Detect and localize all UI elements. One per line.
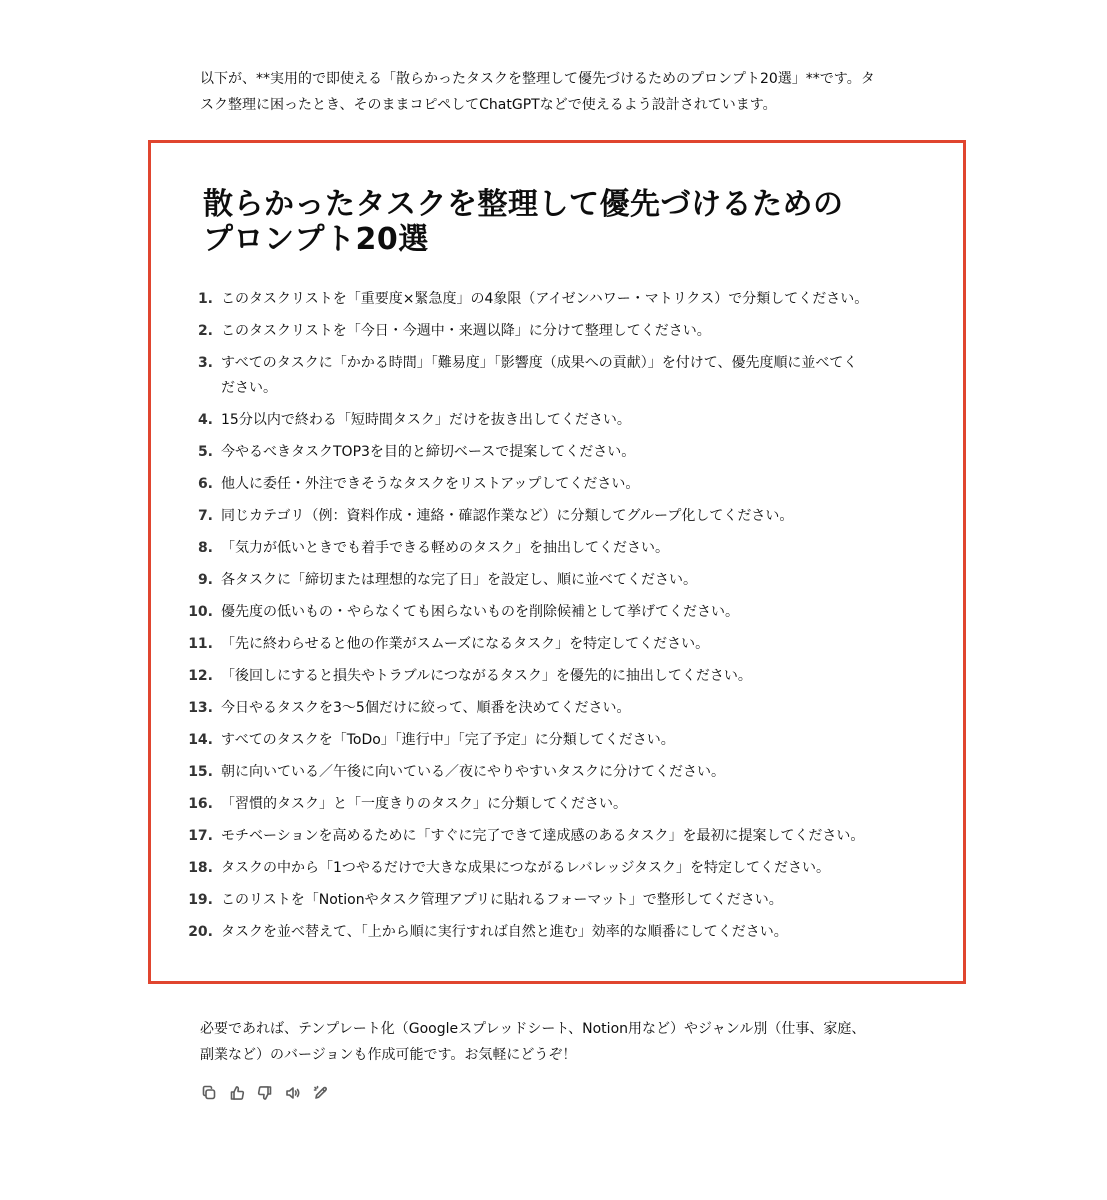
prompt-text: 「習慣的タスク」と「一度きりのタスク」に分類してください。	[221, 796, 627, 812]
prompt-number: 13.	[188, 700, 213, 716]
prompt-item	[151, 472, 963, 497]
prompt-text: タスクを並べ替えて、「上から順に実行すれば自然と進む」効率的な順番にしてください。	[221, 924, 788, 940]
read-aloud-icon	[285, 1085, 301, 1101]
prompt-text: 「後回しにすると損失やトラブルにつながるタスク」を優先的に抽出してください。	[221, 668, 752, 684]
prompt-number: 12.	[188, 668, 213, 684]
document-title-line-2: プロンプト20選	[203, 222, 429, 257]
thumbs-down-icon	[257, 1085, 273, 1101]
outro-message	[200, 1016, 890, 1068]
prompt-number: 10.	[188, 604, 213, 620]
edit-icon	[313, 1085, 329, 1101]
prompt-item	[151, 792, 963, 817]
document-title	[203, 187, 903, 257]
prompt-text: 他人に委任・外注できそうなタスクをリストアップしてください。	[221, 476, 640, 492]
prompt-item	[151, 287, 963, 312]
prompt-item	[151, 696, 963, 721]
prompt-text: 「先に終わらせると他の作業がスムーズになるタスク」を特定してください。	[221, 636, 710, 652]
read-aloud-button[interactable]	[282, 1082, 304, 1104]
prompt-text: 各タスクに「締切または理想的な完了日」を設定し、順に並べてください。	[221, 572, 697, 588]
prompt-number: 11.	[188, 636, 213, 652]
prompt-item	[151, 920, 963, 945]
prompt-number: 17.	[188, 828, 213, 844]
prompt-number: 15.	[188, 764, 213, 780]
prompt-number: 7.	[197, 508, 213, 524]
prompt-number: 4.	[197, 412, 213, 428]
prompt-item	[151, 856, 963, 881]
prompt-number: 1.	[197, 291, 213, 307]
prompt-number: 20.	[188, 924, 213, 940]
intro-message	[200, 66, 890, 118]
prompt-list	[151, 287, 963, 952]
prompt-item	[151, 536, 963, 561]
intro-line-1: 以下が、**実用的で即使える「散らかったタスクを整理して優先づけるためのプロンプト20選」**です。タ	[200, 71, 875, 87]
prompt-text: 朝に向いている／午後に向いている／夜にやりやすいタスクに分けてください。	[221, 764, 725, 780]
prompt-item	[151, 351, 963, 401]
prompt-text: すべてのタスクを「ToDo」「進行中」「完了予定」に分類してください。	[221, 732, 675, 748]
intro-line-2: スク整理に困ったとき、そのままコピペしてChatGPTなどで使えるよう設計されています。	[200, 97, 777, 113]
outro-line-2: 副業など）のバージョンも作成可能です。お気軽にどうぞ！	[200, 1047, 577, 1063]
prompt-text: このタスクリストを「重要度×緊急度」の4象限（アイゼンハワー・マトリクス）で分類してください。	[221, 291, 869, 307]
prompt-text: 15分以内で終わる「短時間タスク」だけを抜き出してください。	[221, 412, 631, 428]
prompt-item	[151, 664, 963, 689]
prompt-item	[151, 824, 963, 849]
prompt-number: 2.	[197, 323, 213, 339]
prompt-text: 今日やるタスクを3〜5個だけに絞って、順番を決めてください。	[221, 700, 631, 716]
prompt-number: 19.	[188, 892, 213, 908]
message-action-bar	[198, 1082, 332, 1104]
prompt-text: 今やるべきタスクTOP3を目的と締切ベースで提案してください。	[221, 444, 636, 460]
prompt-number: 14.	[188, 732, 213, 748]
prompt-text: 優先度の低いもの・やらなくても困らないものを削除候補として挙げてください。	[221, 604, 739, 620]
prompt-item	[151, 728, 963, 753]
prompt-number: 8.	[197, 540, 213, 556]
prompt-text: タスクの中から「1つやるだけで大きな成果につながるレバレッジタスク」を特定してください。	[221, 860, 830, 876]
thumbs-down-button[interactable]	[254, 1082, 276, 1104]
prompt-number: 9.	[197, 572, 213, 588]
prompt-number: 3.	[197, 355, 213, 371]
prompt-item	[151, 408, 963, 433]
prompt-text: このタスクリストを「今日・今週中・来週以降」に分けて整理してください。	[221, 323, 711, 339]
prompt-text: このリストを「Notionやタスク管理アプリに貼れるフォーマット」で整形してください。	[221, 892, 783, 908]
prompt-item	[151, 760, 963, 785]
copy-button[interactable]	[198, 1082, 220, 1104]
edit-button[interactable]	[310, 1082, 332, 1104]
prompt-item	[151, 504, 963, 529]
prompt-number: 6.	[197, 476, 213, 492]
prompt-item	[151, 319, 963, 344]
prompt-text: すべてのタスクに「かかる時間」「難易度」「影響度（成果への貢献）」を付けて、優先度順に並べてください。	[221, 355, 858, 396]
prompt-number: 18.	[188, 860, 213, 876]
prompt-item	[151, 568, 963, 593]
prompt-text: モチベーションを高めるために「すぐに完了できて達成感のあるタスク」を最初に提案してください。	[221, 828, 865, 844]
thumbs-up-button[interactable]	[226, 1082, 248, 1104]
copy-icon	[201, 1085, 217, 1101]
thumbs-up-icon	[229, 1085, 245, 1101]
prompt-item	[151, 600, 963, 625]
document-title-line-1: 散らかったタスクを整理して優先づけるための	[203, 187, 844, 222]
prompt-text: 「気力が低いときでも着手できる軽めのタスク」を抽出してください。	[221, 540, 669, 556]
prompt-item	[151, 440, 963, 465]
outro-line-1: 必要であれば、テンプレート化（Googleスプレッドシート、Notion用など）やジャンル別（仕事、家庭、	[200, 1021, 866, 1037]
prompt-number: 16.	[188, 796, 213, 812]
prompt-item	[151, 888, 963, 913]
highlighted-document-box	[148, 140, 966, 984]
prompt-text: 同じカテゴリ（例：資料作成・連絡・確認作業など）に分類してグループ化してください。	[221, 508, 794, 524]
prompt-item	[151, 632, 963, 657]
prompt-number: 5.	[197, 444, 213, 460]
